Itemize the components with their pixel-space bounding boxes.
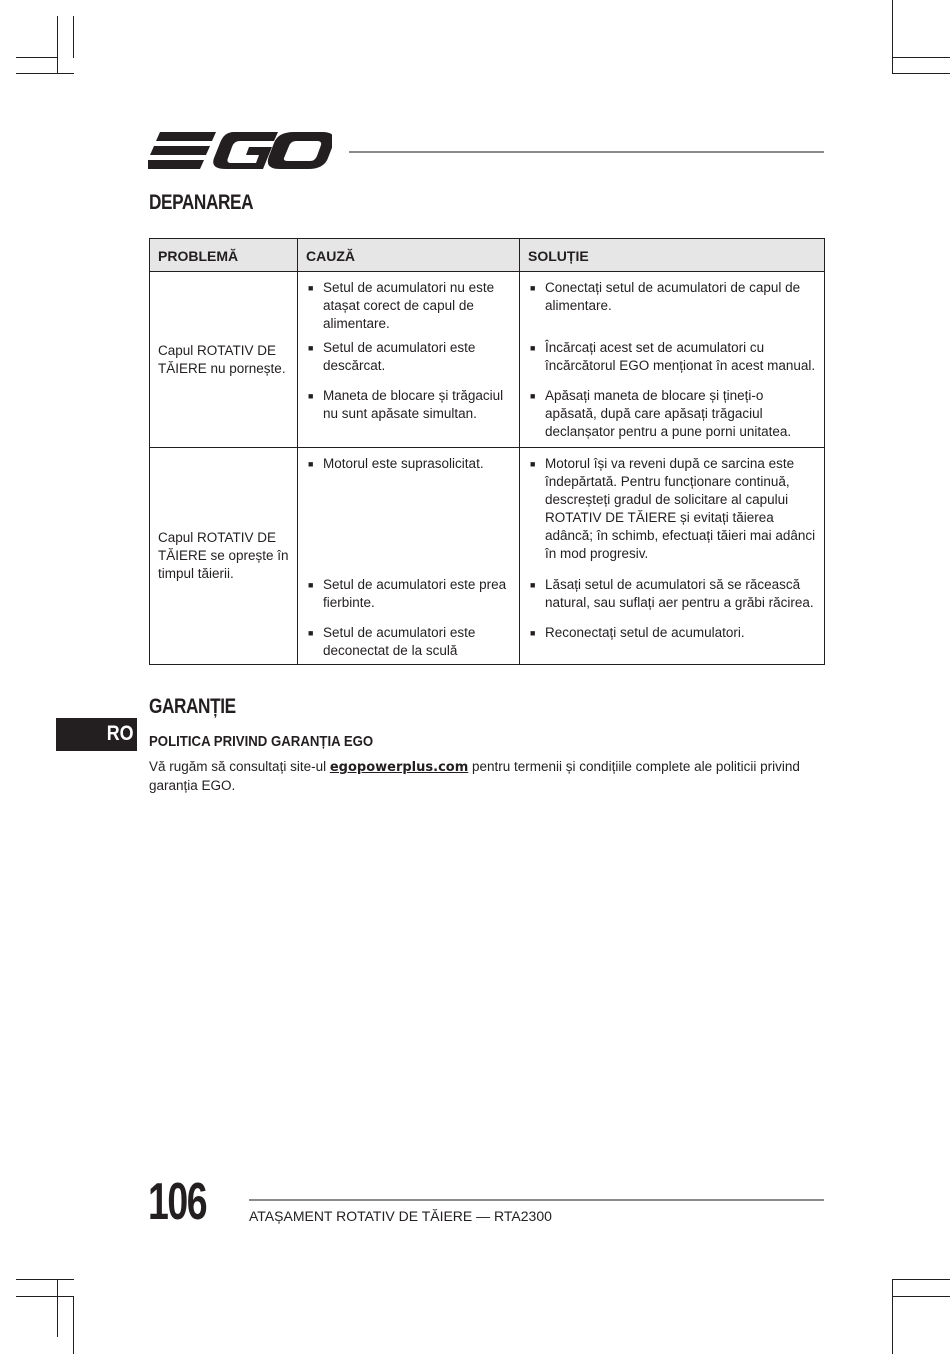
bullet-icon: ■	[530, 628, 536, 638]
list-item: ■ Setul de acumulatori este prea fierbinte.	[298, 576, 519, 624]
footer-rule	[249, 1199, 824, 1201]
table-row	[150, 448, 825, 665]
list-item: ■ Motorul își va reveni după ce sarcina este îndepărtată. Pentru funcționare continuă, descreșteți gradul de solicitare al capului ROTATIV DE TĂIERE și evitați tăierea adâncă; în schimb, efectuați tăieri mai adânci în mod progresiv.	[520, 455, 824, 576]
table-row	[150, 272, 825, 448]
list-item: ■ Maneta de blocare și trăgaciul nu sunt apăsate simultan.	[298, 387, 519, 447]
table-header-row	[150, 239, 825, 272]
crop-mark	[73, 16, 74, 58]
crop-mark	[73, 1296, 74, 1354]
cause-cell	[298, 272, 520, 448]
column-header-problem: PROBLEMĂ	[150, 239, 298, 272]
language-tab	[56, 718, 137, 751]
bullet-icon: ■	[308, 343, 314, 353]
warranty-paragraph	[149, 758, 829, 795]
list-item: ■ Apăsați maneta de blocare și țineți-o apăsată, după care apăsați trăgaciul declanșator pentru a pune porni unitatea.	[520, 387, 824, 447]
column-header-cause: CAUZĂ	[298, 239, 520, 272]
bullet-icon: ■	[308, 580, 314, 590]
page-number: 106	[148, 1173, 207, 1231]
crop-mark	[16, 1296, 74, 1297]
bullet-icon: ■	[530, 580, 536, 590]
section-heading-warranty: GARANȚIE	[149, 695, 236, 718]
bullet-icon: ■	[530, 283, 536, 293]
warranty-text: Vă rugăm să consultați site-ul	[149, 759, 330, 774]
column-header-solution: SOLUȚIE	[520, 239, 825, 272]
problem-cell: Capul ROTATIV DE TĂIERE nu pornește.	[150, 272, 298, 448]
crop-mark	[892, 0, 893, 74]
list-item: ■ Încărcați acest set de acumulatori cu încărcătorul EGO menționat în acest manual.	[520, 339, 824, 387]
warranty-subheading: POLITICA PRIVIND GARANȚIA EGO	[149, 733, 374, 750]
bullet-icon: ■	[308, 391, 314, 401]
crop-mark	[57, 1279, 58, 1337]
section-heading-troubleshooting: DEPANAREA	[149, 191, 254, 214]
bullet-icon: ■	[308, 283, 314, 293]
crop-mark	[892, 57, 950, 58]
language-tab-label: RO	[106, 722, 133, 745]
solution-cell	[520, 272, 825, 448]
crop-mark	[892, 1279, 950, 1280]
warranty-link[interactable]: egopowerplus.com	[329, 760, 469, 775]
list-item: ■ Lăsați setul de acumulatori să se răcească natural, sau suflați aer pentru a grăbi răcirea.	[520, 576, 824, 624]
list-item: ■ Motorul este suprasolicitat.	[298, 455, 519, 576]
list-item: ■ Setul de acumulatori este deconectat de la sculă	[298, 624, 519, 664]
bullet-icon: ■	[530, 459, 536, 469]
crop-mark	[16, 1279, 74, 1280]
solution-cell	[520, 448, 825, 665]
bullet-icon: ■	[530, 343, 536, 353]
ego-logo	[148, 128, 332, 172]
cause-cell	[298, 448, 520, 665]
header-rule	[349, 151, 824, 153]
footer-title: ATAȘAMENT ROTATIV DE TĂIERE — RTA2300	[249, 1208, 552, 1224]
crop-mark	[16, 73, 74, 74]
bullet-icon: ■	[308, 459, 314, 469]
bullet-icon: ■	[530, 391, 536, 401]
crop-mark	[892, 1296, 950, 1297]
crop-mark	[892, 73, 950, 74]
crop-mark	[16, 57, 58, 58]
list-item: ■ Setul de acumulatori nu este atașat corect de capul de alimentare.	[298, 279, 519, 339]
crop-mark	[57, 16, 58, 74]
warranty-text: pentru termenii și condițiile complete ale politicii privind garanția EGO.	[149, 759, 800, 793]
problem-cell: Capul ROTATIV DE TĂIERE se oprește în timpul tăierii.	[150, 448, 298, 665]
list-item: ■ Reconectați setul de acumulatori.	[520, 624, 824, 664]
list-item: ■ Setul de acumulatori este descărcat.	[298, 339, 519, 387]
troubleshooting-table	[149, 238, 825, 665]
crop-mark	[892, 1279, 893, 1354]
bullet-icon: ■	[308, 628, 314, 638]
list-item: ■ Conectați setul de acumulatori de capul de alimentare.	[520, 279, 824, 339]
